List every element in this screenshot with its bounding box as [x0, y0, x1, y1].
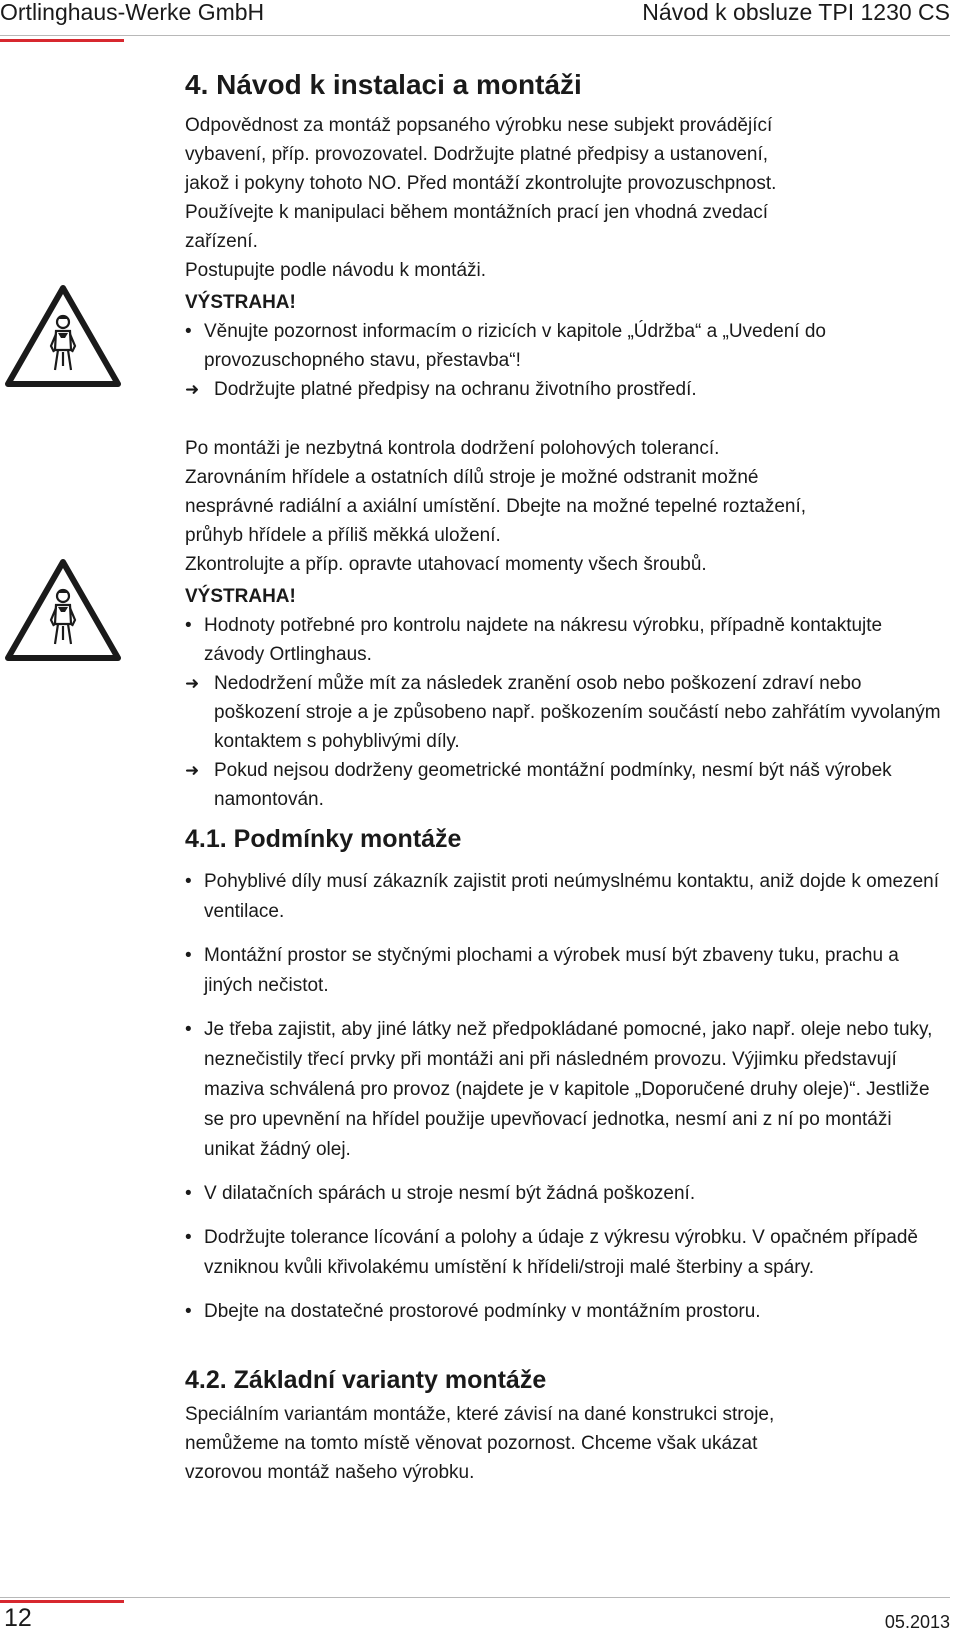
text-line: jakož i pokyny tohoto NO. Před montáží zkontrolujte provozuschpnost. — [185, 173, 777, 194]
list-item — [185, 867, 945, 927]
protective-equipment-warning-icon — [2, 556, 124, 664]
list-item — [185, 1179, 945, 1209]
tolerance-paragraph — [185, 434, 945, 579]
list-item — [185, 941, 945, 1001]
warning-arrow-text: Nedodržení může mít za následek zranění osob nebo poškození zdraví nebo poškození stroje a je způsobeno např. poškozením součástí nebo zahřátím vyvolaným kontaktem s pohyblivými díly. — [214, 673, 941, 752]
header-divider — [0, 35, 950, 36]
text-line: vzorovou montáž našeho výrobku. — [185, 1462, 475, 1483]
arrow-right-icon: ➜ — [185, 674, 200, 693]
section-conditions — [185, 823, 945, 1341]
text-line: Zkontrolujte a příp. opravte utahovací momenty všech šroubů. — [185, 554, 707, 575]
header-company: Ortlinghaus-Werke GmbH — [0, 0, 265, 25]
text-line: nemůžeme na tomto místě věnovat pozornost. Chceme však ukázat — [185, 1433, 758, 1454]
intro-paragraph — [185, 111, 945, 285]
text-line: průhyb hřídele a příliš měkká uložení. — [185, 525, 501, 546]
list-item-text: Dodržujte tolerance lícování a polohy a údaje z výkresu výrobku. V opačném případě vzniknou kvůli křivolakému umístění k hřídeli/stroji malé šterbiny a spáry. — [204, 1227, 918, 1278]
variants-paragraph — [185, 1400, 945, 1487]
bullet-icon: • — [185, 945, 192, 966]
warning-title: VÝSTRAHA! — [185, 586, 296, 607]
bullet-icon: • — [185, 1019, 192, 1040]
warning-arrow-item — [185, 669, 945, 756]
text-line: zařízení. — [185, 231, 258, 252]
bullet-icon: • — [185, 1183, 192, 1204]
warning-title: VÝSTRAHA! — [185, 292, 296, 313]
bullet-icon: • — [185, 1227, 192, 1248]
warning-bullet — [185, 317, 945, 375]
bullet-icon: • — [185, 871, 192, 892]
bullet-icon: • — [185, 615, 192, 636]
list-item — [185, 1223, 945, 1283]
warning-arrow-item — [185, 375, 945, 404]
protective-equipment-warning-icon — [2, 282, 124, 390]
text-line: Odpovědnost za montáž popsaného výrobku nese subjekt provádějící — [185, 115, 773, 136]
list-item — [185, 1015, 945, 1165]
warning-bullet — [185, 611, 945, 669]
arrow-right-icon: ➜ — [185, 380, 200, 399]
arrow-right-icon: ➜ — [185, 761, 200, 780]
bullet-icon: • — [185, 1301, 192, 1322]
list-item-text: Pohyblivé díly musí zákazník zajistit proti neúmyslnému kontaktu, aniž dojde k omezení ventilace. — [204, 871, 940, 922]
text-line: Speciálním variantám montáže, které závisí na dané konstrukci stroje, — [185, 1404, 775, 1425]
warning-arrow-text: Dodržujte platné předpisy na ochranu životního prostředí. — [214, 379, 697, 400]
text-line: vybavení, příp. provozovatel. Dodržujte platné předpisy a ustanovení, — [185, 144, 769, 165]
text-line: Zarovnáním hřídele a ostatních dílů stroje je možné odstranit možné — [185, 467, 759, 488]
warning-bullet-text: Věnujte pozornost informacím o rizicích v kapitole „Údržba“ a „Uvedení do provozuschopného stavu, přestavba“! — [204, 321, 826, 371]
footer-divider — [0, 1597, 950, 1598]
section-variants — [185, 1364, 945, 1487]
warning-arrow-text: Pokud nejsou dodrženy geometrické montážní podmínky, nesmí být náš výrobek namontován. — [214, 760, 892, 810]
footer-date: 05.2013 — [884, 1612, 950, 1632]
header-accent-bar — [0, 39, 124, 42]
section-title: 4.2. Základní varianty montáže — [185, 1366, 547, 1394]
text-line: Používejte k manipulaci během montážních prací jen vhodná zvedací — [185, 202, 768, 223]
warning-bullet-text: Hodnoty potřebné pro kontrolu najdete na nákresu výrobku, případně kontaktujte závody Ortlinghaus. — [204, 615, 883, 665]
text-line: nesprávné radiální a axiální umístění. Dbejte na možné tepelné roztažení, — [185, 496, 807, 517]
list-item-text: Dbejte na dostatečné prostorové podmínky v montážním prostoru. — [204, 1301, 761, 1322]
list-item-text: Je třeba zajistit, aby jiné látky než předpokládané pomocné, jako např. oleje nebo tuky, neznečistily třecí prvky při montáži ani při následném provozu. Výjimku představují maziva schválená pro provoz (najdete je v kapitole „Doporučené druhy oleje)“. Jestliže se pro upevnění na hřídel použije upevňovací jednotka, nesmí ani z ní po montáži unikat žádný olej. — [204, 1019, 933, 1160]
section-title: 4.1. Podmínky montáže — [185, 825, 462, 853]
footer-accent-bar — [0, 1600, 124, 1603]
list-item — [185, 1297, 945, 1327]
section-title: 4. Návod k instalaci a montáži — [185, 69, 582, 100]
text-line: Po montáži je nezbytná kontrola dodržení polohových tolerancí. — [185, 438, 720, 459]
list-item-text: V dilatačních spárách u stroje nesmí být žádná poškození. — [204, 1183, 696, 1204]
page-number: 12 — [4, 1604, 32, 1632]
header-manual-title: Návod k obsluze TPI 1230 CS — [642, 0, 950, 25]
section-installation — [185, 67, 945, 814]
warning-arrow-item — [185, 756, 945, 814]
list-item-text: Montážní prostor se styčnými plochami a výrobek musí být zbaveny tuku, prachu a jiných nečistot. — [204, 945, 899, 996]
bullet-icon: • — [185, 321, 192, 342]
text-line: Postupujte podle návodu k montáži. — [185, 260, 487, 281]
